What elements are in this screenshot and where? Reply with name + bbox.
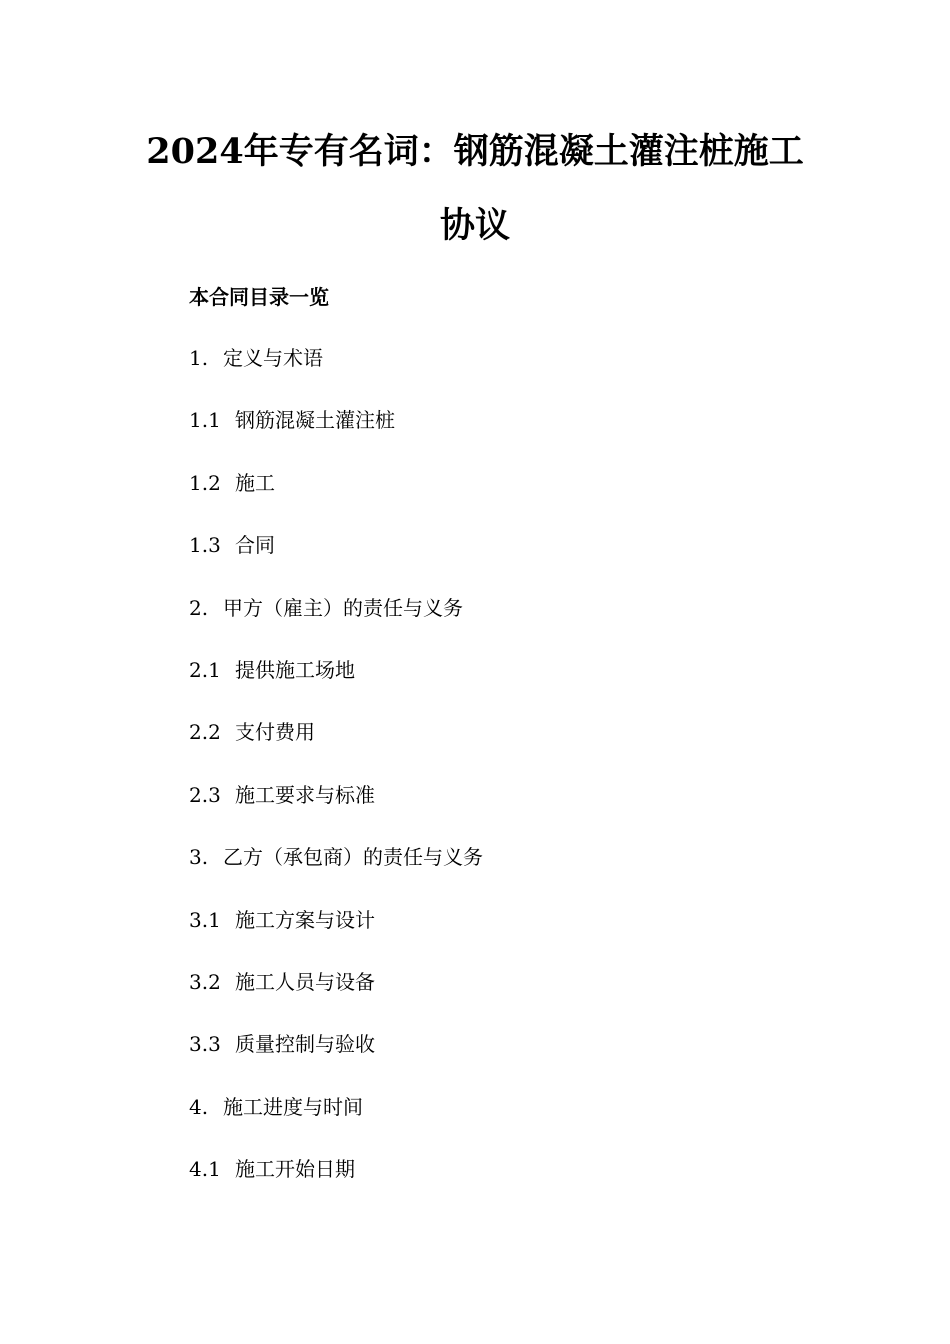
toc-item-number: 3.1 [189,907,221,932]
toc-item-text: 甲方（雇主）的责任与义务 [223,595,463,620]
toc-item [189,407,483,469]
toc-item-text: 支付费用 [235,720,315,745]
toc-item-number: 4. [189,1094,209,1119]
toc-item [189,657,483,719]
toc-item-text: 施工方案与设计 [235,907,375,932]
toc-item-number: 3.3 [189,1032,221,1057]
toc-item-number: 3. [189,845,209,870]
toc-item [189,719,483,781]
toc-item [189,470,483,532]
toc-item-number: 2.1 [189,657,221,682]
toc-item-text: 合同 [235,533,275,558]
toc-item-number: 1. [189,346,209,370]
toc-item-number: 1.2 [189,470,221,495]
document-title-line-1: 2024年专有名词：钢筋混凝土灌注桩施工 [146,131,804,172]
toc-item-text: 质量控制与验收 [235,1032,375,1057]
toc-item [189,345,483,407]
toc-item [189,1094,483,1156]
toc-item-number: 4.1 [189,1157,221,1182]
toc-item [189,1031,483,1093]
toc-item [189,1156,483,1218]
toc-item-number: 2.2 [189,720,221,745]
toc-list [189,345,483,1218]
toc-item-text: 施工要求与标准 [235,782,375,807]
toc-item [189,532,483,594]
toc-item-text: 施工 [235,470,275,495]
toc-item-text: 提供施工场地 [235,657,355,682]
toc-item-text: 施工进度与时间 [223,1094,363,1119]
toc-item-number: 3.2 [189,969,221,994]
toc-item [189,969,483,1031]
toc-item-number: 1.3 [189,533,221,558]
toc-item-text: 定义与术语 [223,346,323,370]
document-title-line-2: 协议 [439,205,510,246]
toc-item-number: 2. [189,595,209,620]
toc-item-text: 施工人员与设备 [235,969,375,994]
toc-item-text: 钢筋混凝土灌注桩 [235,408,395,433]
toc-item-number: 2.3 [189,782,221,807]
toc-item [189,907,483,969]
toc-item [189,844,483,906]
toc-item [189,782,483,844]
toc-item-text: 施工开始日期 [235,1157,355,1182]
toc-item-number: 1.1 [189,408,221,433]
toc-heading: 本合同目录一览 [189,285,329,309]
toc-item [189,595,483,657]
toc-item-text: 乙方（承包商）的责任与义务 [223,845,483,870]
